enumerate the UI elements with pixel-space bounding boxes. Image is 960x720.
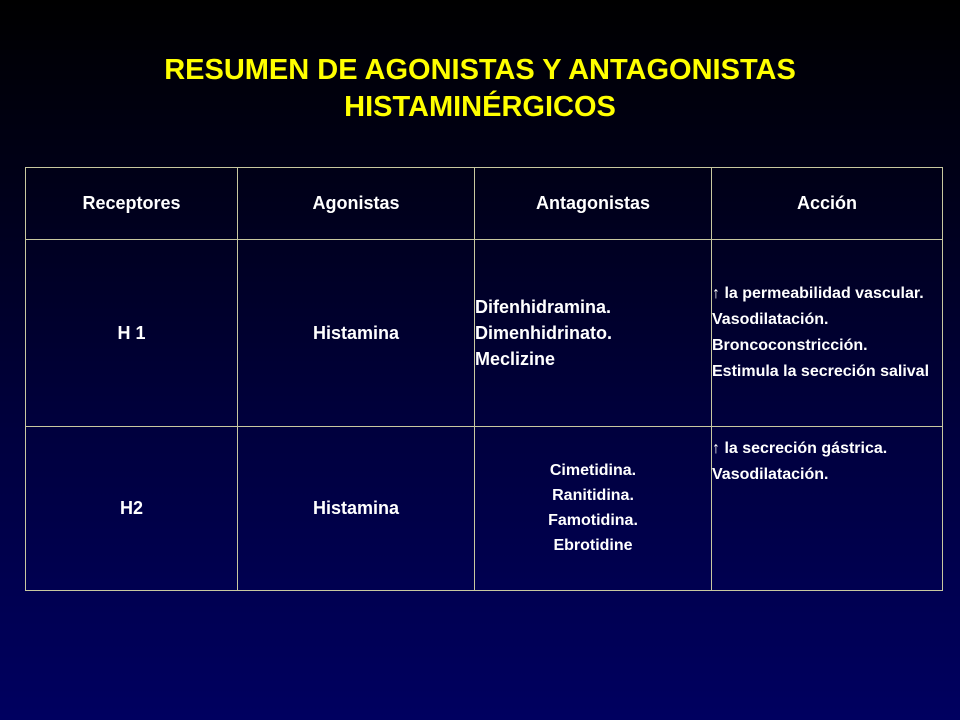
slide-title <box>60 52 900 126</box>
header-accion: Acción <box>712 168 943 240</box>
antagonist-item: Difenhidramina. <box>475 297 612 317</box>
agonist-cell: Histamina <box>238 240 475 427</box>
antagonist-item: Meclizine <box>475 349 556 369</box>
header-receptores: Receptores <box>26 168 238 240</box>
slide-title-line-2: HISTAMINÉRGICOS <box>344 91 616 123</box>
header-agonistas: Agonistas <box>238 168 475 240</box>
antagonist-item: Ranitidina. <box>552 487 634 504</box>
action-item: Vasodilatación. <box>712 311 829 328</box>
antagonist-item: Ebrotidine <box>553 537 633 554</box>
actions-cell <box>712 427 943 591</box>
antagonists-cell <box>475 427 712 591</box>
agonist-cell: Histamina <box>238 427 475 591</box>
receptor-cell: H 1 <box>26 240 238 427</box>
action-item: ↑ la secreción gástrica. <box>712 440 888 457</box>
table-row <box>26 240 943 427</box>
action-item: Broncoconstricción. <box>712 337 868 354</box>
action-item: Estimula la secreción salival <box>712 363 930 380</box>
antagonist-item: Cimetidina. <box>549 462 637 479</box>
antagonist-item: Dimenhidrinato. <box>475 323 613 343</box>
slide-title-line-1: RESUMEN DE AGONISTAS Y ANTAGONISTAS <box>164 54 796 86</box>
receptor-cell: H2 <box>26 427 238 591</box>
actions-cell <box>712 240 943 427</box>
antagonist-item: Famotidina. <box>548 512 638 529</box>
table-header-row <box>26 168 943 240</box>
antagonists-cell <box>475 240 712 427</box>
table-row <box>26 427 943 591</box>
action-item: Vasodilatación. <box>712 466 829 483</box>
summary-table <box>25 167 943 591</box>
header-antagonistas: Antagonistas <box>475 168 712 240</box>
action-item: ↑ la permeabilidad vascular. <box>712 285 924 302</box>
